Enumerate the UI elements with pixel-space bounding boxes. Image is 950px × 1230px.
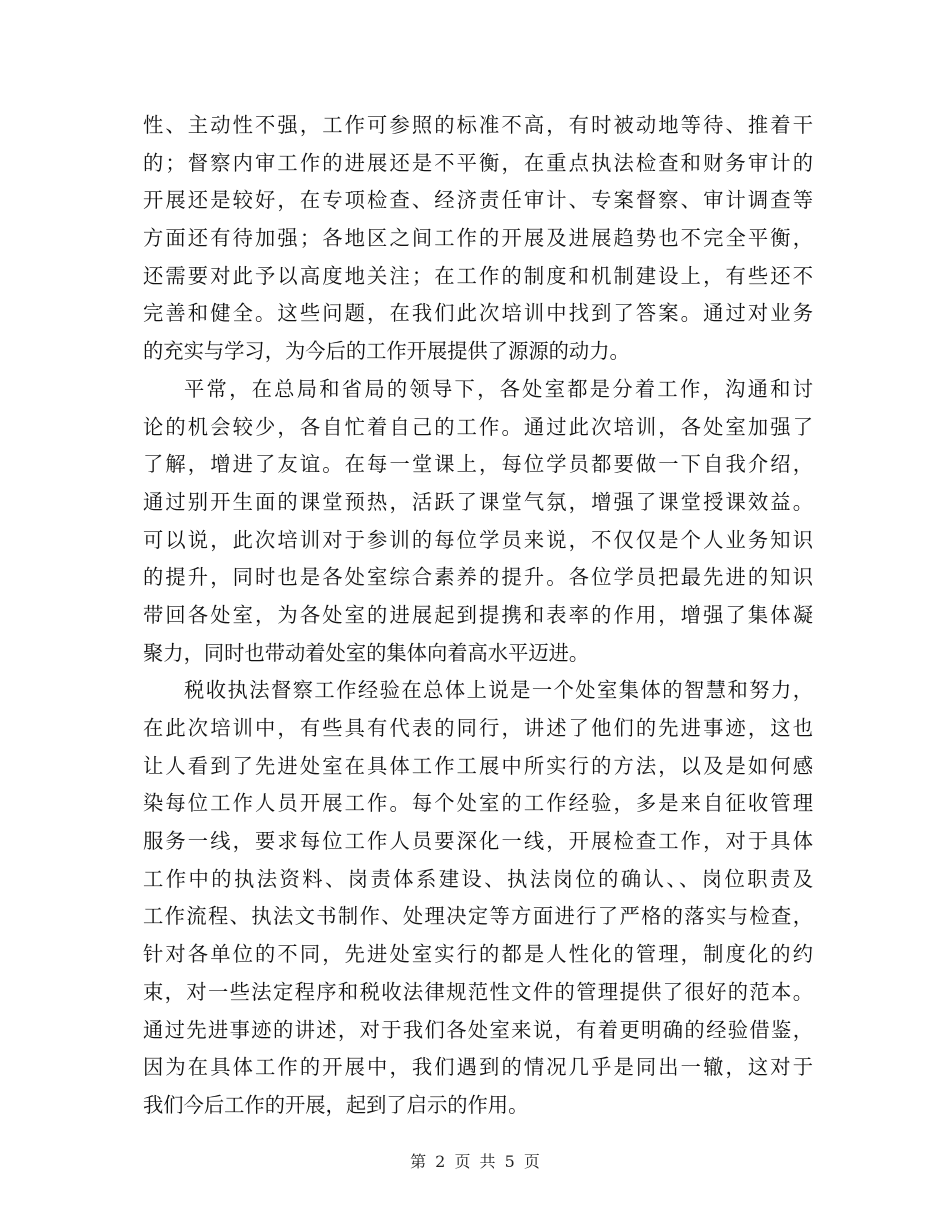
text-line: 性、主动性不强，工作可参照的标准不高，有时被动地等待、推着干 bbox=[143, 113, 813, 137]
text-line: 还需要对此予以高度地关注；在工作的制度和机制建设上，有些还不 bbox=[143, 263, 813, 288]
text-line: 服务一线，要求每位工作人员要深化一线，开展检查工作，对于具体 bbox=[143, 829, 813, 854]
page-number-footer: 第 2 页 共 5 页 bbox=[410, 1152, 540, 1171]
text-line: 让人看到了先进处室在具体工作工展中所实行的方法，以及是如何感 bbox=[143, 753, 813, 778]
text-line: 聚力，同时也带动着处室的集体向着高水平迈进。 bbox=[143, 640, 590, 665]
text-line: 论的机会较少，各自忙着自己的工作。通过此次培训，各处室加强了 bbox=[143, 414, 813, 439]
text-line: 通过先进事迹的讲述，对于我们各处室来说，有着更明确的经验借鉴， bbox=[143, 1017, 813, 1042]
text-line: 带回各处室，为各处室的进展起到提携和表率的作用，增强了集体凝 bbox=[143, 602, 813, 627]
text-line: 因为在具体工作的开展中，我们遇到的情况几乎是同出一辙，这对于 bbox=[143, 1055, 813, 1080]
paragraph-1 bbox=[143, 107, 813, 371]
text-line: 可以说，此次培训对于参训的每位学员来说，不仅仅是个人业务知识 bbox=[143, 527, 813, 552]
paragraph-3 bbox=[143, 672, 813, 1124]
text-line: 的提升，同时也是各处室综合素养的提升。各位学员把最先进的知识 bbox=[143, 565, 813, 590]
text-line: 针对各单位的不同，先进处室实行的都是人性化的管理，制度化的约 bbox=[143, 942, 813, 967]
text-line: 通过别开生面的课堂预热，活跃了课堂气氛，增强了课堂授课效益。 bbox=[143, 489, 813, 514]
paragraph-2 bbox=[143, 371, 813, 673]
text-line: 的；督察内审工作的进展还是不平衡，在重点执法检查和财务审计的 bbox=[143, 150, 813, 175]
text-line: 方面还有待加强；各地区之间工作的开展及进展趋势也不完全平衡， bbox=[143, 226, 813, 251]
text-line: 束，对一些法定程序和税收法律规范性文件的管理提供了很好的范本。 bbox=[143, 979, 813, 1004]
document-body bbox=[143, 107, 813, 1125]
text-line: 我们今后工作的开展，起到了启示的作用。 bbox=[143, 1092, 529, 1117]
text-line: 完善和健全。这些问题，在我们此次培训中找到了答案。通过对业务 bbox=[143, 301, 813, 326]
text-line: 工作中的执法资料、岗责体系建设、执法岗位的确认、、岗位职责及 bbox=[143, 866, 813, 891]
text-line: 工作流程、执法文书制作、处理决定等方面进行了严格的落实与检查， bbox=[143, 904, 813, 929]
text-line: 平常，在总局和省局的领导下，各处室都是分着工作，沟通和讨 bbox=[184, 376, 813, 401]
text-line: 税收执法督察工作经验在总体上说是一个处室集体的智慧和努力， bbox=[184, 678, 813, 703]
text-line: 了解，增进了友谊。在每一堂课上，每位学员都要做一下自我介绍， bbox=[143, 452, 813, 477]
text-line: 的充实与学习，为今后的工作开展提供了源源的动力。 bbox=[143, 339, 630, 364]
text-line: 染每位工作人员开展工作。每个处室的工作经验，多是来自征收管理 bbox=[143, 791, 813, 816]
text-line: 在此次培训中，有些具有代表的同行，讲述了他们的先进事迹，这也 bbox=[143, 716, 813, 740]
text-line: 开展还是较好，在专项检查、经济责任审计、专案督察、审计调查等 bbox=[143, 188, 813, 213]
